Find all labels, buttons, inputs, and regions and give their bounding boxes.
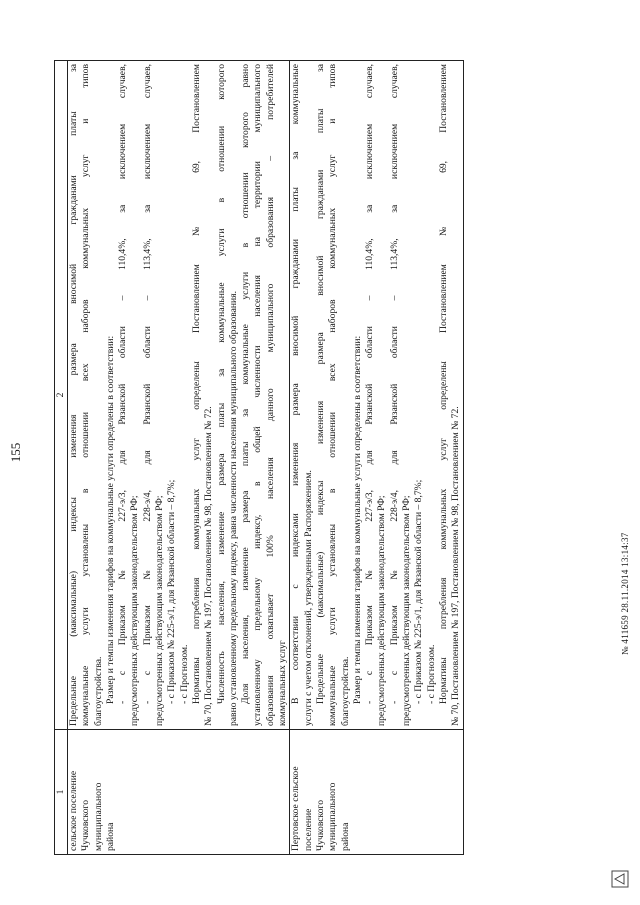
text-line: Размер и темпы изменения тарифов на коммунальные услуги определены в соответствии: xyxy=(351,335,363,704)
text-line: предусмотренных действующим законодательством РФ; xyxy=(401,495,413,726)
text-line: Доля населения, изменение размера платы за коммунальные услуги в отношении которого равно xyxy=(240,64,252,704)
settlement-name-cell xyxy=(290,730,463,855)
table-row xyxy=(290,61,463,855)
text-line: - с Приказом № 228-э/4, для Рязанской области – 113,4%, за исключением случаев, xyxy=(388,64,400,704)
table-header-row xyxy=(55,61,68,855)
text-line: предусмотренных действующим законодательством РФ; xyxy=(154,495,166,726)
text-line: Размер и темпы изменения тарифов на коммунальные услуги определены в соответствии: xyxy=(104,335,116,704)
header-cell-2: 2 xyxy=(55,61,68,730)
settlement-name-line: муниципального xyxy=(327,782,339,851)
text-line: Предельные (максимальные) индексы изменения размера вносимой гражданами платы за xyxy=(68,64,79,726)
settlement-name-line: муниципального xyxy=(92,782,104,851)
text-line: коммунальные услуги установлены в отношении всех наборов коммунальных услуг и типов xyxy=(327,64,339,726)
text-line: - с Приказом № 225-э/1, для Рязанской области – 8,7%; xyxy=(413,479,425,704)
description-cell xyxy=(68,61,290,730)
text-line: предусмотренных действующим законодательством РФ; xyxy=(376,495,388,726)
text-line: равно установленному предельному индексу, равна численности населения муниципального образования. xyxy=(227,291,239,726)
document-stamp-icon xyxy=(610,869,630,889)
text-line: Нормативы потребления коммунальных услуг определены Постановлением № 69, Постановлением xyxy=(437,64,449,704)
settlement-name-line: Чучковского xyxy=(80,799,92,851)
table-row xyxy=(68,61,290,855)
text-line: Нормативы потребления коммунальных услуг определены Постановлением № 69, Постановлением xyxy=(190,64,202,704)
text-line: № 70, Постановлением № 197, Постановлением № 98, Постановлением № 72. xyxy=(203,406,215,726)
text-line: образования охватывает 100% населения данного муниципального образования – потребителей xyxy=(264,64,276,726)
text-line: коммунальные услуги установлены в отношении всех наборов коммунальных услуг и типов xyxy=(80,64,92,726)
text-line: - с Приказом № 227-э/3, для Рязанской области – 110,4%, за исключением случаев, xyxy=(364,64,376,704)
text-line: - с Приказом № 227-э/3, для Рязанской области – 110,4%, за исключением случаев, xyxy=(117,64,129,704)
text-line: установленному предельному индексу, в общей численности населения на территории муниципального xyxy=(252,64,264,726)
text-line: благоустройства. xyxy=(92,656,104,726)
text-line: - с Приказом № 228-э/4, для Рязанской области – 113,4%, за исключением случаев, xyxy=(141,64,153,704)
text-line: коммунальных услуг xyxy=(277,640,289,726)
header-cell-1: 1 xyxy=(55,730,68,855)
text-line: - с Приказом № 225-э/1, для Рязанской области – 8,7%; xyxy=(166,479,178,704)
document-registration-footer: № 411659 28.11.2014 13:14:37 xyxy=(620,532,630,655)
tariff-table xyxy=(54,60,464,855)
text-line: № 70, Постановлением № 197, Постановлением № 98, Постановлением № 72. xyxy=(450,406,462,726)
settlement-name-line: поселение xyxy=(302,808,314,851)
text-line: Предельные (максимальные) индексы изменения размера вносимой гражданами платы за xyxy=(314,64,326,704)
settlement-name-line: района xyxy=(339,822,351,851)
text-line: Численность населения, изменение размера платы за коммунальные услуги в отношении которого xyxy=(215,64,227,704)
settlement-name-line: сельское поселение xyxy=(68,770,79,851)
text-line: В соответствии с индексами изменения размера вносимой гражданами платы за коммунальные xyxy=(290,64,302,704)
page-number: 155 xyxy=(8,442,23,463)
text-line: услуги с учетом отклонений, утвержденными Распоряжением. xyxy=(302,470,314,726)
settlement-name-line: Чучковского xyxy=(314,799,326,851)
settlement-name-line: Пертовское сельское xyxy=(290,766,302,851)
description-cell xyxy=(290,61,463,730)
settlement-name-cell xyxy=(68,730,290,855)
text-line: - с Прогнозом. xyxy=(425,644,437,704)
settlement-name-line: района xyxy=(104,822,116,851)
text-line: предусмотренных действующим законодательством РФ; xyxy=(129,495,141,726)
text-line: - с Прогнозом. xyxy=(178,644,190,704)
text-line: благоустройства. xyxy=(339,656,351,726)
